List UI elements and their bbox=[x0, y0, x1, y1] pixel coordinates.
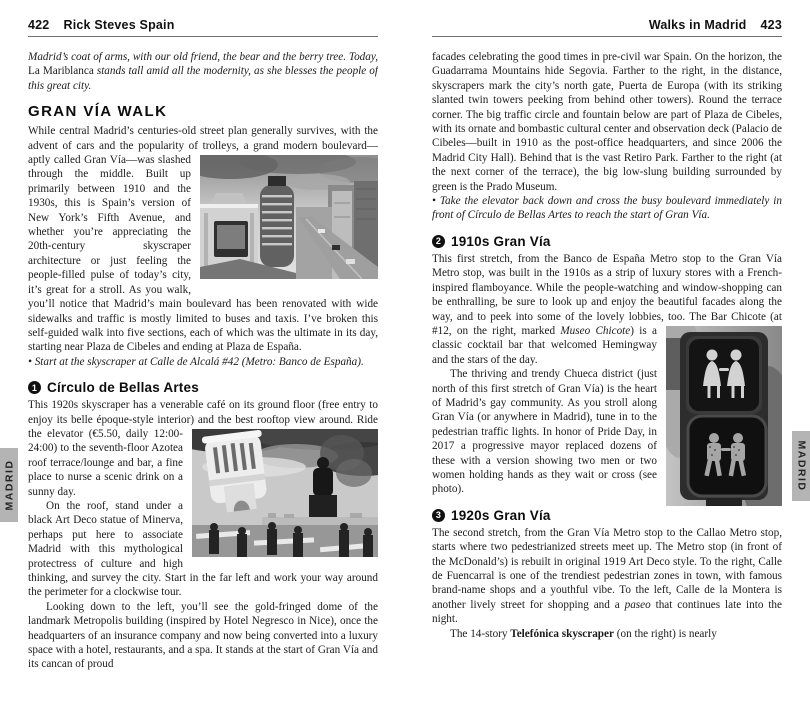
section-number-badge: 3 bbox=[432, 509, 445, 522]
chapter-tab-label: MADRID bbox=[795, 440, 807, 492]
paragraph-text: that continues late into the night. bbox=[432, 598, 782, 626]
section-number-badge: 1 bbox=[28, 381, 41, 394]
right-page-number: 423 bbox=[760, 18, 782, 32]
paragraph-text: While central Madrid’s centuries-old street plan generally survives, with the advent of cars and the popularity of trolleys, a bbox=[28, 125, 378, 152]
circulo-paragraph-1 bbox=[28, 398, 378, 499]
left-running-head-title: Rick Steves Spain bbox=[63, 18, 175, 32]
paragraph-text: (on the right) is nearly bbox=[613, 627, 717, 640]
photo-gran-via-aerial bbox=[200, 155, 378, 279]
paragraph-text: ) is a classic cocktail bar that welcomed Hemingway and the stars of the day. bbox=[432, 324, 657, 366]
walk-intro-paragraph bbox=[28, 124, 378, 355]
right-header-rule bbox=[432, 36, 782, 37]
section-title: 1910s Gran Vía bbox=[451, 233, 551, 249]
paragraph-text: The 14-story bbox=[450, 627, 511, 640]
right-running-head bbox=[432, 18, 782, 32]
left-page bbox=[28, 18, 378, 712]
section-heading-1920s bbox=[432, 508, 657, 523]
intro-caption bbox=[28, 50, 378, 93]
section-title: Círculo de Bellas Artes bbox=[47, 380, 199, 396]
gran-via-1920s-paragraph-1 bbox=[432, 526, 782, 627]
section-heading-circulo bbox=[28, 380, 378, 395]
left-page-number: 422 bbox=[28, 18, 50, 32]
paragraph-text: grand modern boulevard—aptly called Gran Vía—was slashed through the middle. Built up primarily between 1910 and the 1930s, this is Spain’s version of New York’s Fifth Avenue, and whether you’re appreciating the 20th-century skyscraper architecture or just feeling the people-filled pulse of today’s city, it’s great for a stroll. As you walk, you’ll notice that Madrid’s main boulevard has been renovated with wide sidewalks and traffic is mostly limited to buses and taxis. I’ve broken this self-guided walk into five sections, each of which was the ultimate in its day, starting near Plaza de Cibeles and ending at Plaza de España. bbox=[28, 139, 378, 354]
left-header-rule bbox=[28, 36, 378, 37]
caption-text: Madrid’s coat of arms, with our old friend, the bear and the berry tree. Today, bbox=[28, 51, 378, 63]
paragraph-text: This first stretch, from the Banco de España Metro stop to the Gran Vía Metro stop, was built in the 1910s as a strip of luxury stores with a French-inspired flamboyance. While the people-watching and window-shopping can be enthralling, be sure to look up and enjoy the beautiful facades along the way, and to peek into some of the lovely lobbies, too. The Bar Chicote (at #12, on the bbox=[432, 252, 782, 337]
section-title: 1920s Gran Vía bbox=[451, 507, 551, 523]
left-running-head bbox=[28, 18, 378, 32]
walk-direction-note: • Start at the skyscraper at Calle de Alcalá #42 (Metro: Banco de España). bbox=[28, 355, 364, 368]
chapter-tab-madrid-right bbox=[792, 431, 810, 501]
photo-pedestrian-traffic-light bbox=[666, 326, 782, 506]
paragraph-text: This 1920s skyscraper has a venerable café on its ground floor (free entry to enjoy its belle époque-style interior) and the best rooftop bbox=[28, 399, 378, 426]
bold-landmark-name: Telefónica skyscraper bbox=[510, 627, 614, 640]
paragraph-text: The second stretch, from the Gran Vía Metro stop to the Callao Metro stop, starts where two pedestrianized streets meet up. The Metro stop (in front of the McDonald’s) is rebuilt in original 1919 Art Deco style. To the right, Calle de Fuencarral is one of the trendiest pedestrian zones in town, with famous brand-name shops and a youthful vibe. To the left, Calle de la Montera is another lively street for shopping and a bbox=[432, 526, 782, 611]
circulo-paragraph-2: On the roof, stand under a black Art Deco statue of Minerva, perhaps put here to associate Madrid with this mythological protectress of culture and high thinking, and survey the city. Start in the far left and work your way around the perimeter for a clockwise tour. bbox=[28, 499, 378, 599]
right-running-head-title: Walks in Madrid bbox=[648, 18, 747, 32]
telefonica-paragraph bbox=[432, 627, 782, 641]
chapter-tab-madrid-left bbox=[0, 448, 18, 522]
elevator-direction-note: • Take the elevator back down and cross the busy boulevard immediately in front of Círculo de Bellas Artes to reach the start of Gran Vía. bbox=[432, 195, 782, 222]
section-heading-1910s bbox=[432, 234, 782, 249]
bar-name-italic: Museo Chicote bbox=[560, 324, 631, 337]
caption-text: stands tall amid all the modernity, as she blesses the people of this great city. bbox=[28, 65, 378, 92]
caption-place-name: La Mariblanca bbox=[28, 65, 94, 78]
foreign-word-italic: paseo bbox=[624, 598, 651, 611]
section-number-badge: 2 bbox=[432, 235, 445, 248]
photo-azotea-roof-terrace bbox=[192, 429, 378, 557]
chapter-tab-label: MADRID bbox=[3, 459, 15, 511]
terrace-view-paragraph: facades celebrating the good times in pre-civil war Spain. On the horizon, the Guadarrama Mountains hide Segovia. Farther to the right, in the distance, skyscrapers mark the city’s north gate, Puerta de Europa (with its striking slanted twin towers peeking from behind other towers). Round the terrace corner. The big traffic circle and fountain below are part of Plaza de Cibeles, with its ornate and bombastic cultural center and observation deck (Palacio de Cibeles—built in 1910 as the post-office headquarters, and since 2006 the Madrid City Hall). Behind that is the vast Retiro Park. Farther to the right (at the next corner of the terrace), the big low-slung building surrounded by green is the Prado Museum. bbox=[432, 51, 782, 193]
paragraph-text: view around. Ride the elevator (€5.50, daily 12:00-24:00) to the seventh-floor Azotea roof terrace/lounge and bar, a fine place to nurse a scenic drink on a sunny day. bbox=[28, 413, 378, 498]
paragraph-text: right, marked bbox=[492, 324, 561, 337]
chueca-paragraph: The thriving and trendy Chueca district (just north of this first stretch of Gran Vía) is the heart of Madrid’s gay community. As you stroll along Gran Vía (or anywhere in Madrid), tune in to the pedestrian traffic lights. In honor of Pride Day, in 2017 a progressive mayor replaced dozens of these with a version showing two men or two women holding hands as they wait or cross (see photo). bbox=[432, 368, 657, 496]
walk-heading: GRAN VÍA WALK bbox=[28, 103, 168, 121]
right-page bbox=[432, 18, 782, 712]
gran-via-1910s-paragraph-1 bbox=[432, 252, 782, 367]
circulo-paragraph-3: Looking down to the left, you’ll see the gold-fringed dome of the landmark Metropolis building (inspired by Hotel Negresco in Nice), once the headquarters of an insurance company and now being converted into a luxury space with a hotel, restaurants, and a spa. It stands at the start of Gran Vía and its cancan of proud bbox=[28, 600, 378, 671]
